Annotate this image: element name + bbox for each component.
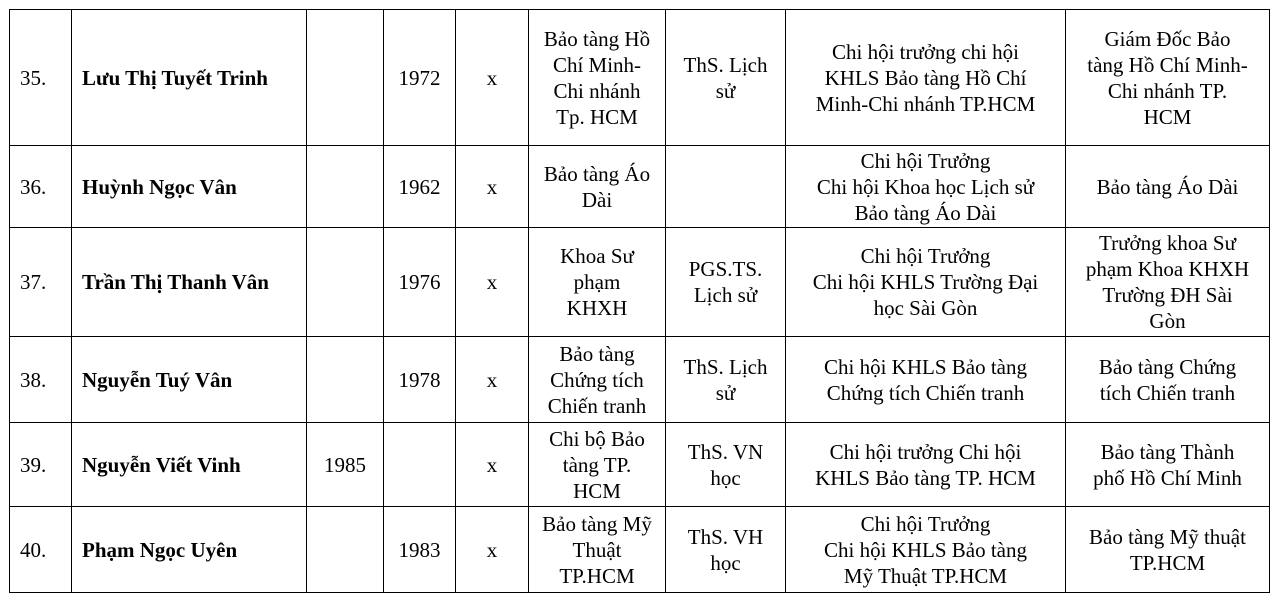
unit-cell: Bảo tàng Áo Dài [529,146,666,228]
position-cell: Chi hội KHLS Bảo tàng Chứng tích Chiến tranh [786,337,1066,423]
mark-cell: x [456,10,529,146]
member-table-body [10,10,1270,593]
position-cell: Chi hội Trưởng Chi hội Khoa học Lịch sử Bảo tàng Áo Dài [786,146,1066,228]
mark-cell: x [456,146,529,228]
workplace-cell: Bảo tàng Chứng tích Chiến tranh [1066,337,1270,423]
birth-year-male [307,337,384,423]
member-name: Lưu Thị Tuyết Trinh [72,10,307,146]
unit-cell: Chi bộ Bảo tàng TP. HCM [529,423,666,507]
birth-year-female: 1962 [384,146,456,228]
mark-cell: x [456,337,529,423]
position-cell: Chi hội trưởng Chi hội KHLS Bảo tàng TP. HCM [786,423,1066,507]
member-name: Trần Thị Thanh Vân [72,228,307,337]
workplace-cell: Giám Đốc Bảo tàng Hồ Chí Minh- Chi nhánh TP. HCM [1066,10,1270,146]
member-name: Huỳnh Ngọc Vân [72,146,307,228]
table-row [10,507,1270,593]
table-row [10,146,1270,228]
member-table [9,9,1270,593]
table-row [10,423,1270,507]
degree-cell: ThS. VH học [666,507,786,593]
degree-cell: ThS. Lịch sử [666,337,786,423]
birth-year-female: 1972 [384,10,456,146]
member-name: Phạm Ngọc Uyên [72,507,307,593]
workplace-cell: Bảo tàng Thành phố Hồ Chí Minh [1066,423,1270,507]
table-row [10,337,1270,423]
row-number: 38. [10,337,72,423]
degree-cell: PGS.TS. Lịch sử [666,228,786,337]
row-number: 35. [10,10,72,146]
birth-year-male: 1985 [307,423,384,507]
birth-year-female: 1978 [384,337,456,423]
degree-cell: ThS. Lịch sử [666,10,786,146]
member-name: Nguyễn Viết Vinh [72,423,307,507]
row-number: 39. [10,423,72,507]
mark-cell: x [456,228,529,337]
table-row [10,228,1270,337]
degree-cell: ThS. VN học [666,423,786,507]
workplace-cell: Trưởng khoa Sư phạm Khoa KHXH Trường ĐH Sài Gòn [1066,228,1270,337]
birth-year-female [384,423,456,507]
birth-year-male [307,507,384,593]
row-number: 40. [10,507,72,593]
table-row [10,10,1270,146]
member-name: Nguyễn Tuý Vân [72,337,307,423]
unit-cell: Khoa Sư phạm KHXH [529,228,666,337]
birth-year-female: 1983 [384,507,456,593]
position-cell: Chi hội Trưởng Chi hội KHLS Trường Đại học Sài Gòn [786,228,1066,337]
workplace-cell: Bảo tàng Mỹ thuật TP.HCM [1066,507,1270,593]
row-number: 37. [10,228,72,337]
birth-year-male [307,146,384,228]
mark-cell: x [456,507,529,593]
unit-cell: Bảo tàng Chứng tích Chiến tranh [529,337,666,423]
degree-cell [666,146,786,228]
workplace-cell: Bảo tàng Áo Dài [1066,146,1270,228]
position-cell: Chi hội trưởng chi hội KHLS Bảo tàng Hồ Chí Minh-Chi nhánh TP.HCM [786,10,1066,146]
birth-year-male [307,228,384,337]
mark-cell: x [456,423,529,507]
birth-year-male [307,10,384,146]
unit-cell: Bảo tàng Mỹ Thuật TP.HCM [529,507,666,593]
row-number: 36. [10,146,72,228]
position-cell: Chi hội Trưởng Chi hội KHLS Bảo tàng Mỹ Thuật TP.HCM [786,507,1066,593]
birth-year-female: 1976 [384,228,456,337]
unit-cell: Bảo tàng Hồ Chí Minh- Chi nhánh Tp. HCM [529,10,666,146]
